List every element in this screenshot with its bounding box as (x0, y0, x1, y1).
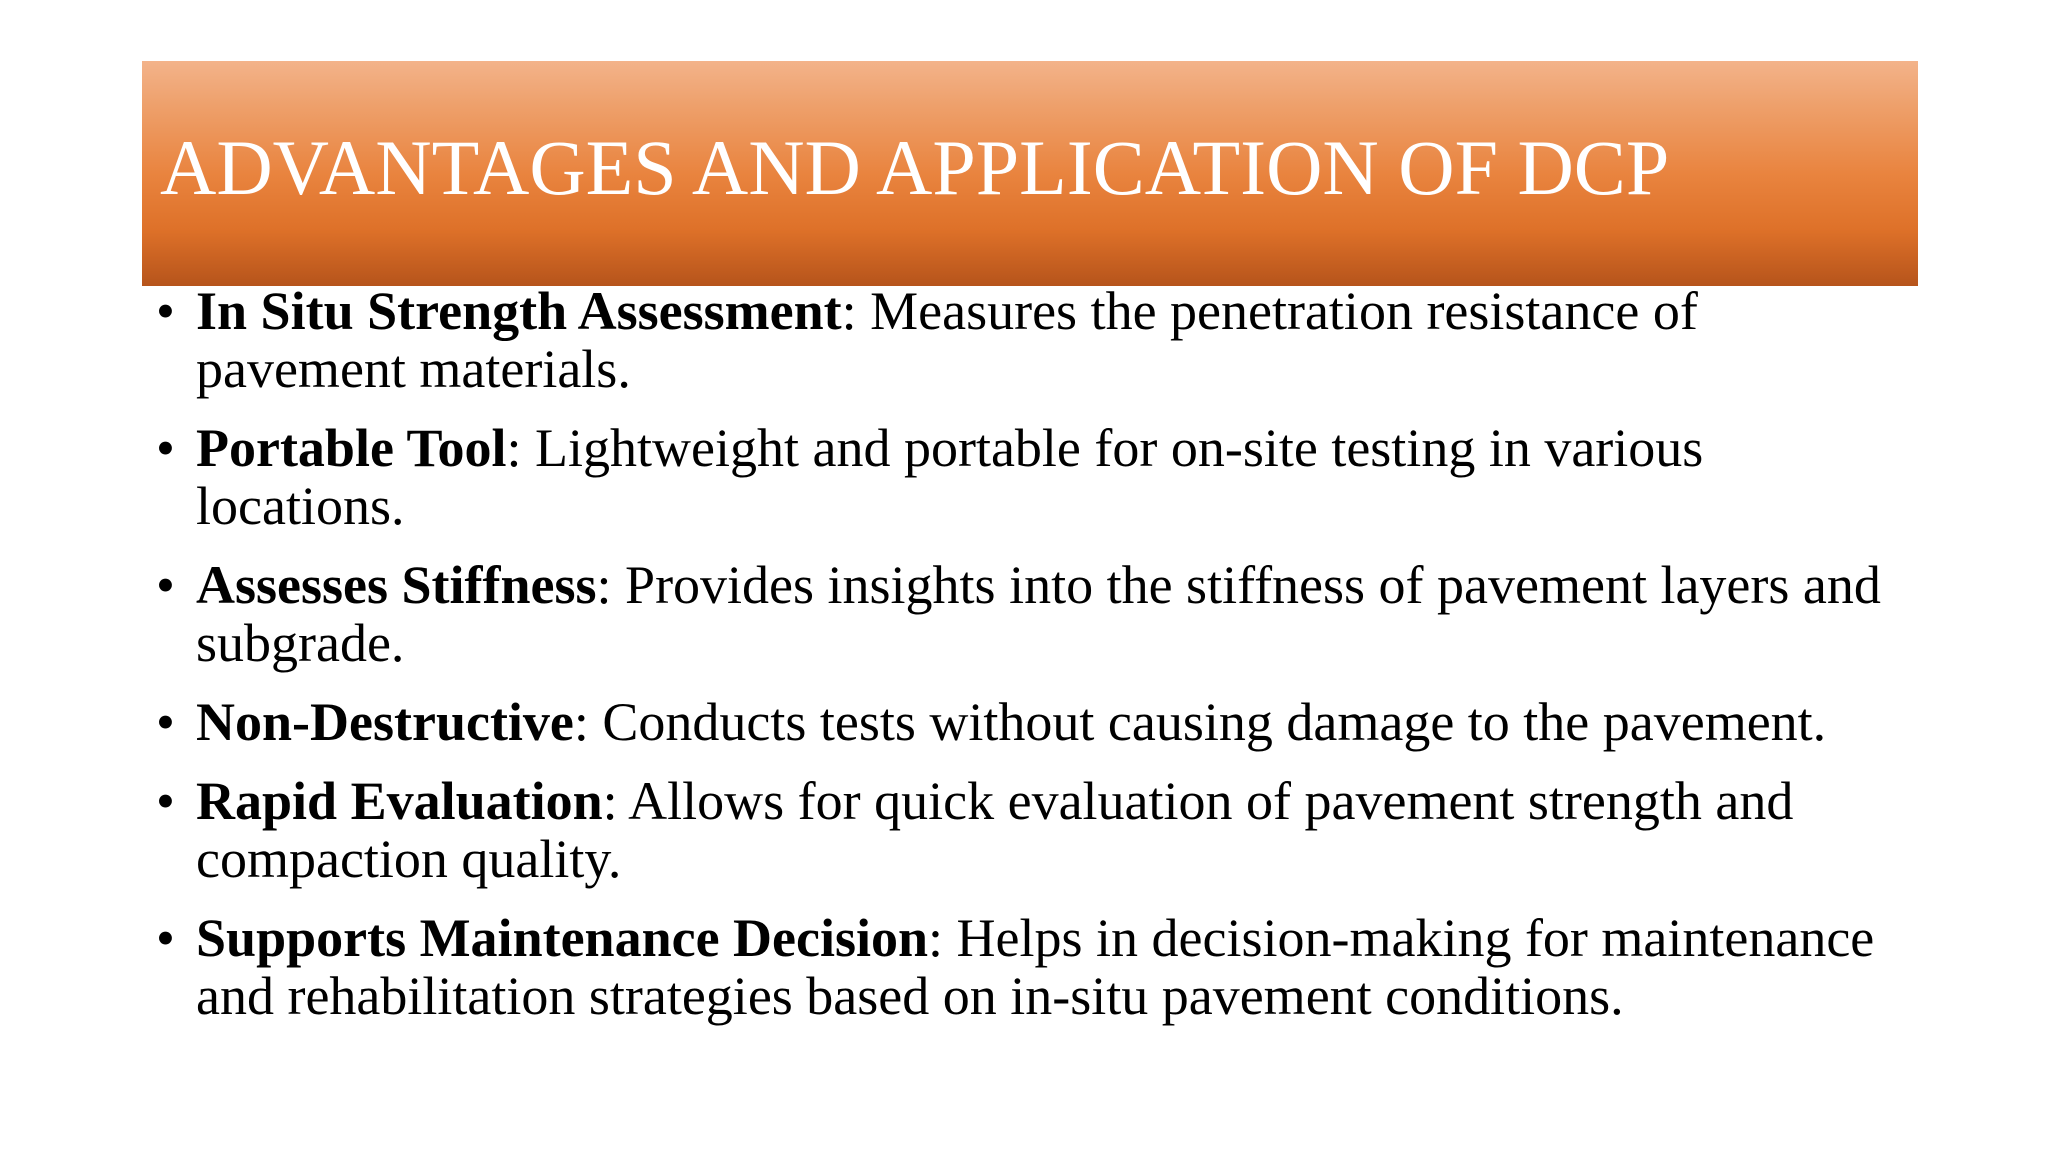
bullet-icon: • (156, 908, 175, 968)
bullet-list (150, 282, 1910, 1046)
list-item (150, 909, 1910, 1025)
bullet-description: : Allows for quick evaluation of pavement strength and compaction quality. (196, 771, 1794, 889)
bullet-description: : Provides insights into the stiffness of pavement layers and subgrade. (196, 555, 1881, 673)
bullet-term: Supports Maintenance Decision (196, 908, 929, 968)
slide-title: ADVANTAGES AND APPLICATION OF DCP (160, 124, 1670, 211)
list-item (150, 693, 1910, 751)
list-item (150, 556, 1910, 672)
list-item (150, 282, 1910, 398)
bullet-icon: • (156, 418, 175, 478)
bullet-term: Assesses Stiffness (196, 555, 597, 615)
bullet-description: : Measures the penetration resistance of pavement materials. (196, 281, 1698, 399)
bullet-icon: • (156, 281, 175, 341)
title-banner (142, 61, 1918, 286)
bullet-term: In Situ Strength Assessment (196, 281, 842, 341)
bullet-term: Portable Tool (196, 418, 507, 478)
bullet-icon: • (156, 555, 175, 615)
bullet-description: : Helps in decision-making for maintenance and rehabilitation strategies based on in-situ pavement conditions. (196, 908, 1875, 1026)
bullet-term: Non-Destructive (196, 692, 574, 752)
bullet-description: : Lightweight and portable for on-site testing in various locations. (196, 418, 1704, 536)
bullet-icon: • (156, 771, 175, 831)
bullet-description: : Conducts tests without causing damage to the pavement. (573, 692, 1827, 752)
bullet-term: Rapid Evaluation (196, 771, 603, 831)
bullet-icon: • (156, 692, 175, 752)
list-item (150, 772, 1910, 888)
list-item (150, 419, 1910, 535)
